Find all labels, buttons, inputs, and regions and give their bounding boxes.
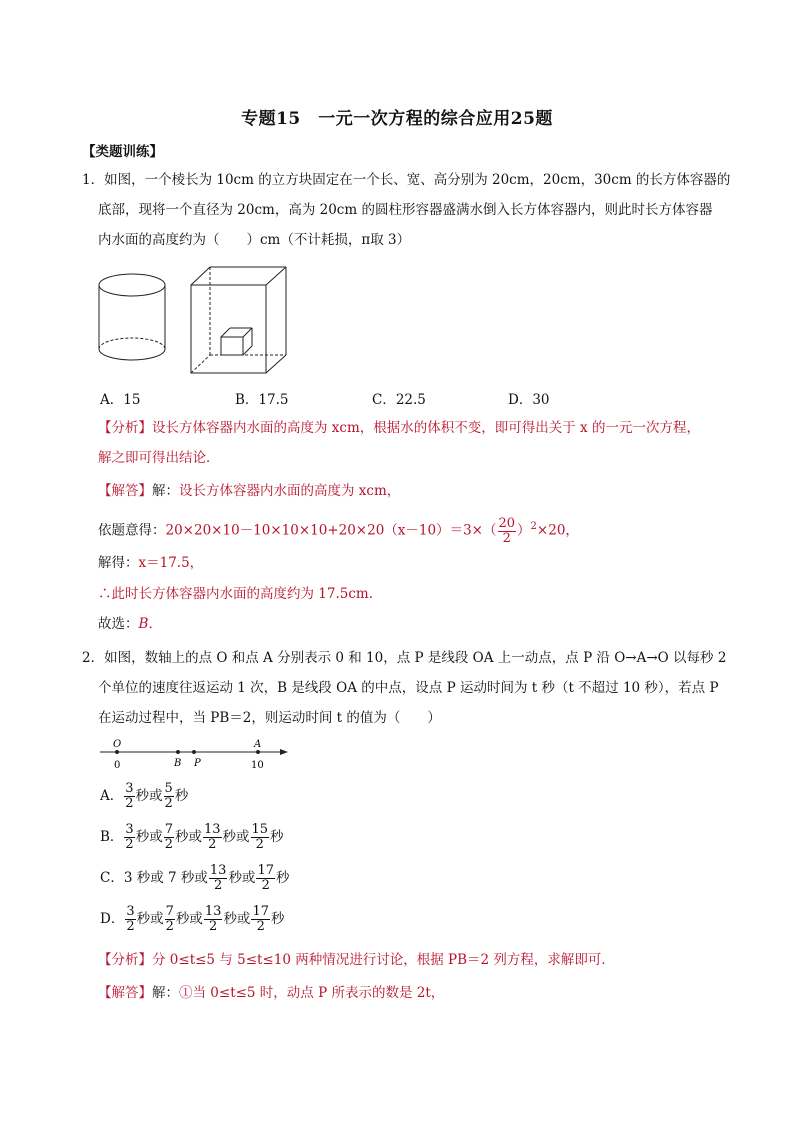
axis-label-b: B — [174, 758, 182, 769]
solve-prefix: 解得： — [98, 555, 139, 571]
q2-answer-text: ①当 0≤t≤5 时，动点 P 所表示的数是 2t， — [179, 985, 445, 1001]
eq-fraction — [498, 517, 517, 546]
q2-option-d[interactable]: D． $\frac{3}{2}$ 秒或 $\frac{7}{2}$ 秒或 $\frac{13}{2}$ 秒或 $\frac{17}{2}$ 秒 — [100, 904, 285, 934]
opt-label: B． — [100, 829, 124, 845]
page-title: 专题15 一元一次方程的综合应用25题 — [241, 109, 553, 129]
opt-label: A． — [100, 788, 124, 804]
answer-prefix: 解： — [152, 483, 179, 499]
eq-exponent: 2 — [530, 521, 537, 532]
q1-solve — [98, 553, 203, 573]
answer-tag: 【解答】 — [98, 985, 152, 1001]
q1-option-c[interactable]: C．22.5 — [372, 392, 426, 408]
eq-suffix: ） — [517, 522, 531, 539]
box-with-cube-figure — [190, 265, 290, 377]
q1-stem-line3: 内水面的高度约为（ ）cm（不计耗损，π取 3） — [98, 232, 411, 248]
q1-conclusion: ∴此时长方体容器内水面的高度约为 17.5cm． — [98, 586, 383, 602]
q2-option-a[interactable]: A． $\frac{3}{2}$ 秒或 $\frac{5}{2}$ 秒 — [100, 781, 189, 811]
q1-option-d[interactable]: D．30 — [508, 392, 550, 408]
analysis-tag: 【分析】 — [98, 952, 152, 968]
q2-stem-line2: 个单位的速度往返运动 1 次，B 是线段 OA 的中点，设点 P 运动时间为 t 秒（t 不超过 10 秒），若点 P — [98, 680, 719, 696]
eq-frac-den: 2 — [502, 530, 511, 546]
q1-equation — [98, 510, 579, 548]
axis-tick-0: 0 — [114, 760, 121, 771]
axis-label-o: O — [113, 739, 122, 750]
opt-label: D． — [100, 911, 125, 927]
axis-label-a: A — [254, 739, 262, 750]
axis-label-p: P — [194, 758, 201, 769]
opt-label: C．3 秒或 7 秒或 — [100, 870, 208, 886]
q1-option-a[interactable]: A．15 — [100, 392, 141, 408]
choose-value: B． — [138, 616, 162, 632]
q1-stem-line1: 1．如图，一个棱长为 10cm 的立方块固定在一个长、宽、高分别为 20cm，20cm，30cm 的长方体容器的 — [82, 172, 731, 188]
q2-analysis — [98, 950, 615, 970]
q1-option-b[interactable]: B．17.5 — [235, 392, 289, 408]
q2-option-c[interactable]: C．3 秒或 7 秒或 $\frac{13}{2}$ 秒或 $\frac{17}{2}$ 秒 — [100, 863, 290, 893]
answer-tag: 【解答】 — [98, 483, 152, 499]
q2-stem-line1: 2．如图，数轴上的点 O 和点 A 分别表示 0 和 10，点 P 是线段 OA 上一动点，点 P 沿 O→A→O 以每秒 2 — [82, 650, 727, 666]
eq-prefix: 依题意得： — [98, 522, 166, 539]
q2-option-b[interactable]: B． $\frac{3}{2}$ 秒或 $\frac{7}{2}$ 秒或 $\frac{13}{2}$ 秒或 $\frac{15}{2}$ 秒 — [100, 822, 284, 852]
axis-tick-10: 10 — [251, 760, 264, 771]
number-line-figure — [100, 738, 290, 772]
q2-answer — [98, 983, 444, 1003]
q1-choose — [98, 614, 162, 634]
q1-answer-text: 设长方体容器内水面的高度为 xcm， — [179, 483, 401, 499]
analysis-tag: 【分析】 — [98, 420, 152, 436]
solve-value: x＝17.5， — [138, 555, 204, 571]
q2-analysis-text: 分 0≤t≤5 与 5≤t≤10 两种情况进行讨论，根据 PB＝2 列方程，求解即可． — [152, 952, 615, 968]
cylinder-figure — [98, 265, 170, 370]
answer-prefix: 解： — [152, 985, 179, 1001]
q1-answer-line1 — [98, 481, 400, 501]
q1-stem-line2: 底部，现将一个直径为 20cm，高为 20cm 的圆柱形容器盛满水倒入长方体容器内，则此时长方体容器 — [98, 202, 713, 218]
eq-end: ×20， — [536, 522, 579, 539]
q1-analysis-line1 — [98, 418, 700, 438]
eq-frac-num: 20 — [498, 515, 516, 531]
q1-analysis-line2: 解之即可得出结论． — [98, 450, 220, 466]
q2-stem-line3: 在运动过程中，当 PB＝2，则运动时间 t 的值为（ ） — [98, 710, 441, 726]
q1-analysis-text: 设长方体容器内水面的高度为 xcm，根据水的体积不变，即可得出关于 x 的一元一次方程， — [152, 420, 700, 436]
eq-main: 20×20×10－10×10×10+20×20（x－10）＝3×（ — [165, 522, 497, 539]
choose-prefix: 故选： — [98, 616, 139, 632]
section-heading: 【类题训练】 — [82, 144, 163, 160]
fraction: $\frac{3}{2}$ — [125, 781, 134, 811]
